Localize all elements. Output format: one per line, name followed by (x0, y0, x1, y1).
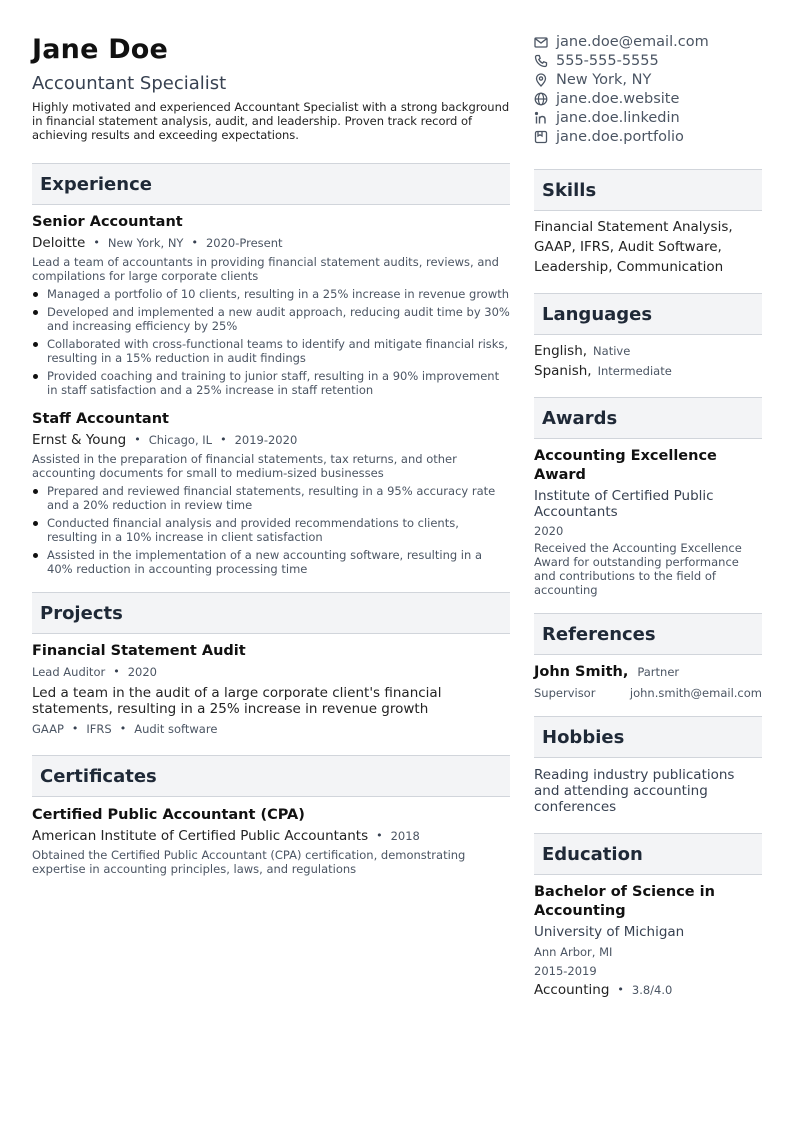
candidate-name: Jane Doe (32, 34, 169, 65)
language-level: Intermediate (597, 364, 672, 378)
certificate-issuer: American Institute of Certified Public Accountants (32, 828, 369, 844)
bullet-item: Collaborated with cross-functional teams to identify and mitigate financial risks, resulting in a 15% reduction in audit findings (32, 337, 510, 365)
bullet-item: Provided coaching and training to junior staff, resulting in a 90% improvement in staff satisfaction and a 25% increase in staff retention (32, 369, 510, 397)
bullet-item: Assisted in the implementation of a new accounting software, resulting in a 40% reduction in accounting processing time (32, 548, 510, 576)
education-meta (534, 981, 762, 999)
email-text: jane.doe@email.com (556, 33, 709, 50)
language-level: Native (593, 344, 631, 358)
certificate-meta (32, 827, 510, 845)
globe-icon (534, 92, 548, 106)
project-tags (32, 720, 510, 738)
location-text: New York, NY (556, 71, 652, 88)
education-gpa: 3.8/4.0 (631, 983, 673, 997)
portfolio-text: jane.doe.portfolio (556, 128, 684, 145)
project-entry (32, 642, 510, 738)
left-column (32, 32, 510, 876)
job-description: Assisted in the preparation of financial statements, tax returns, and other accounting documents for small to medium-sized businesses (32, 452, 457, 480)
certificates-section (32, 755, 510, 876)
project-tag: Audit software (134, 722, 218, 736)
skill-item: IFRS, (580, 239, 615, 255)
language-name: English, (534, 343, 588, 359)
skill-item: GAAP, (534, 239, 576, 255)
education-field: Accounting (534, 982, 610, 998)
linkedin-text: jane.doe.linkedin (556, 109, 680, 126)
projects-section (32, 592, 510, 738)
contact-list (534, 32, 762, 146)
bullet-item: Developed and implemented a new audit approach, reducing audit time by 30% and increasing efficiency by 25% (32, 305, 510, 333)
contact-location (534, 70, 762, 89)
job-title: Staff Accountant (32, 411, 169, 427)
references-section (534, 613, 762, 700)
skills-section (534, 169, 762, 277)
education-dates: 2015-2019 (534, 964, 597, 978)
candidate-title: Accountant Specialist (32, 73, 227, 94)
reference-details (534, 686, 762, 700)
job-description: Lead a team of accountants in providing financial statement audits, reviews, and compilations for large corporate clients (32, 255, 499, 283)
separator-dot: • (191, 236, 198, 249)
project-tag: GAAP (32, 722, 64, 736)
reference-name: John Smith, (534, 664, 629, 680)
certificate-entry (32, 806, 510, 876)
project-year: 2020 (127, 665, 157, 679)
skill-item: Leadership, (534, 259, 613, 275)
education-location: Ann Arbor, MI (534, 945, 613, 959)
separator-dot: • (376, 829, 383, 842)
education-entry (534, 883, 762, 999)
award-year: 2020 (534, 524, 564, 538)
website-text: jane.doe.website (556, 90, 680, 107)
hobbies-section (534, 716, 762, 815)
job-dates: 2019-2020 (234, 433, 298, 447)
language-item (534, 341, 762, 361)
reference-entry (534, 663, 762, 700)
project-description: Led a team in the audit of a large corporate client's financial statements, resulting in a 25% increase in revenue growth (32, 685, 442, 717)
separator-dot: • (220, 433, 227, 446)
certificate-title: Certified Public Accountant (CPA) (32, 807, 305, 823)
project-role: Lead Auditor (32, 665, 106, 679)
project-tag: IFRS (86, 722, 112, 736)
language-name: Spanish, (534, 363, 592, 379)
job-title: Senior Accountant (32, 214, 183, 230)
section-heading-skills: Skills (534, 169, 762, 211)
contact-portfolio[interactable] (534, 127, 762, 146)
section-heading-hobbies: Hobbies (534, 716, 762, 758)
job-bullets (32, 287, 510, 397)
hobbies-text: Reading industry publications and attending accounting conferences (534, 767, 735, 815)
section-heading-experience: Experience (32, 163, 510, 205)
reference-email[interactable]: john.smith@email.com (629, 686, 762, 700)
bullet-item: Conducted financial analysis and provided recommendations to clients, resulting in a 10% increase in client satisfaction (32, 516, 510, 544)
contact-website[interactable] (534, 89, 762, 108)
section-heading-certificates: Certificates (32, 755, 510, 797)
separator-dot: • (617, 983, 624, 996)
reference-relation: Supervisor (534, 686, 596, 700)
section-heading-references: References (534, 613, 762, 655)
separator-dot: • (113, 665, 120, 678)
award-entry (534, 447, 762, 597)
contact-phone[interactable] (534, 51, 762, 70)
contact-email[interactable] (534, 32, 762, 51)
phone-icon (534, 54, 548, 68)
reference-header (534, 663, 762, 682)
section-heading-projects: Projects (32, 592, 510, 634)
portfolio-icon (534, 130, 548, 144)
separator-dot: • (93, 236, 100, 249)
section-heading-awards: Awards (534, 397, 762, 439)
project-title: Financial Statement Audit (32, 643, 246, 659)
award-org: Institute of Certified Public Accountants (534, 488, 714, 520)
certificate-year: 2018 (390, 829, 420, 843)
experience-section (32, 163, 510, 576)
awards-section (534, 397, 762, 597)
mail-icon (534, 35, 548, 49)
right-column (534, 32, 762, 999)
section-heading-education: Education (534, 833, 762, 875)
project-meta (32, 663, 510, 681)
job-location: Chicago, IL (148, 433, 213, 447)
job-location: New York, NY (107, 236, 184, 250)
map-pin-icon (534, 73, 548, 87)
education-section (534, 833, 762, 999)
job-dates: 2020-Present (205, 236, 283, 250)
certificate-description: Obtained the Certified Public Accountant (CPA) certification, demonstrating expertise in accounting principles, laws, and regulations (32, 848, 466, 876)
summary: Highly motivated and experienced Accountant Specialist with a strong background in financial statement analysis, audit, and leadership. Proven track record of achieving results and exceeding expectations. (32, 100, 510, 142)
job-company: Ernst & Young (32, 432, 127, 448)
award-title: Accounting Excellence Award (534, 448, 717, 483)
linkedin-icon (534, 111, 548, 125)
education-degree: Bachelor of Science in Accounting (534, 884, 715, 919)
contact-linkedin[interactable] (534, 108, 762, 127)
job-entry (32, 410, 510, 576)
education-school: University of Michigan (534, 924, 685, 940)
phone-text: 555-555-5555 (556, 52, 659, 69)
skill-item: Audit Software, (618, 239, 722, 255)
skill-item: Financial Statement Analysis, (534, 219, 733, 235)
languages-section (534, 293, 762, 381)
job-entry (32, 213, 510, 397)
bullet-item: Prepared and reviewed financial statements, resulting in a 95% accuracy rate and a 20% reduction in review time (32, 484, 510, 512)
job-meta (32, 234, 510, 252)
languages-list (534, 341, 762, 381)
section-heading-languages: Languages (534, 293, 762, 335)
separator-dot: • (134, 433, 141, 446)
language-item (534, 361, 762, 381)
award-description: Received the Accounting Excellence Award for outstanding performance and contributions to the field of accounting (534, 541, 742, 597)
job-bullets (32, 484, 510, 576)
job-meta (32, 431, 510, 449)
reference-title: Partner (637, 665, 680, 679)
separator-dot: • (71, 722, 79, 735)
separator-dot: • (119, 722, 127, 735)
skill-item: Communication (616, 259, 724, 275)
skills-list (534, 217, 762, 277)
job-company: Deloitte (32, 235, 86, 251)
bullet-item: Managed a portfolio of 10 clients, resulting in a 25% increase in revenue growth (32, 287, 510, 301)
